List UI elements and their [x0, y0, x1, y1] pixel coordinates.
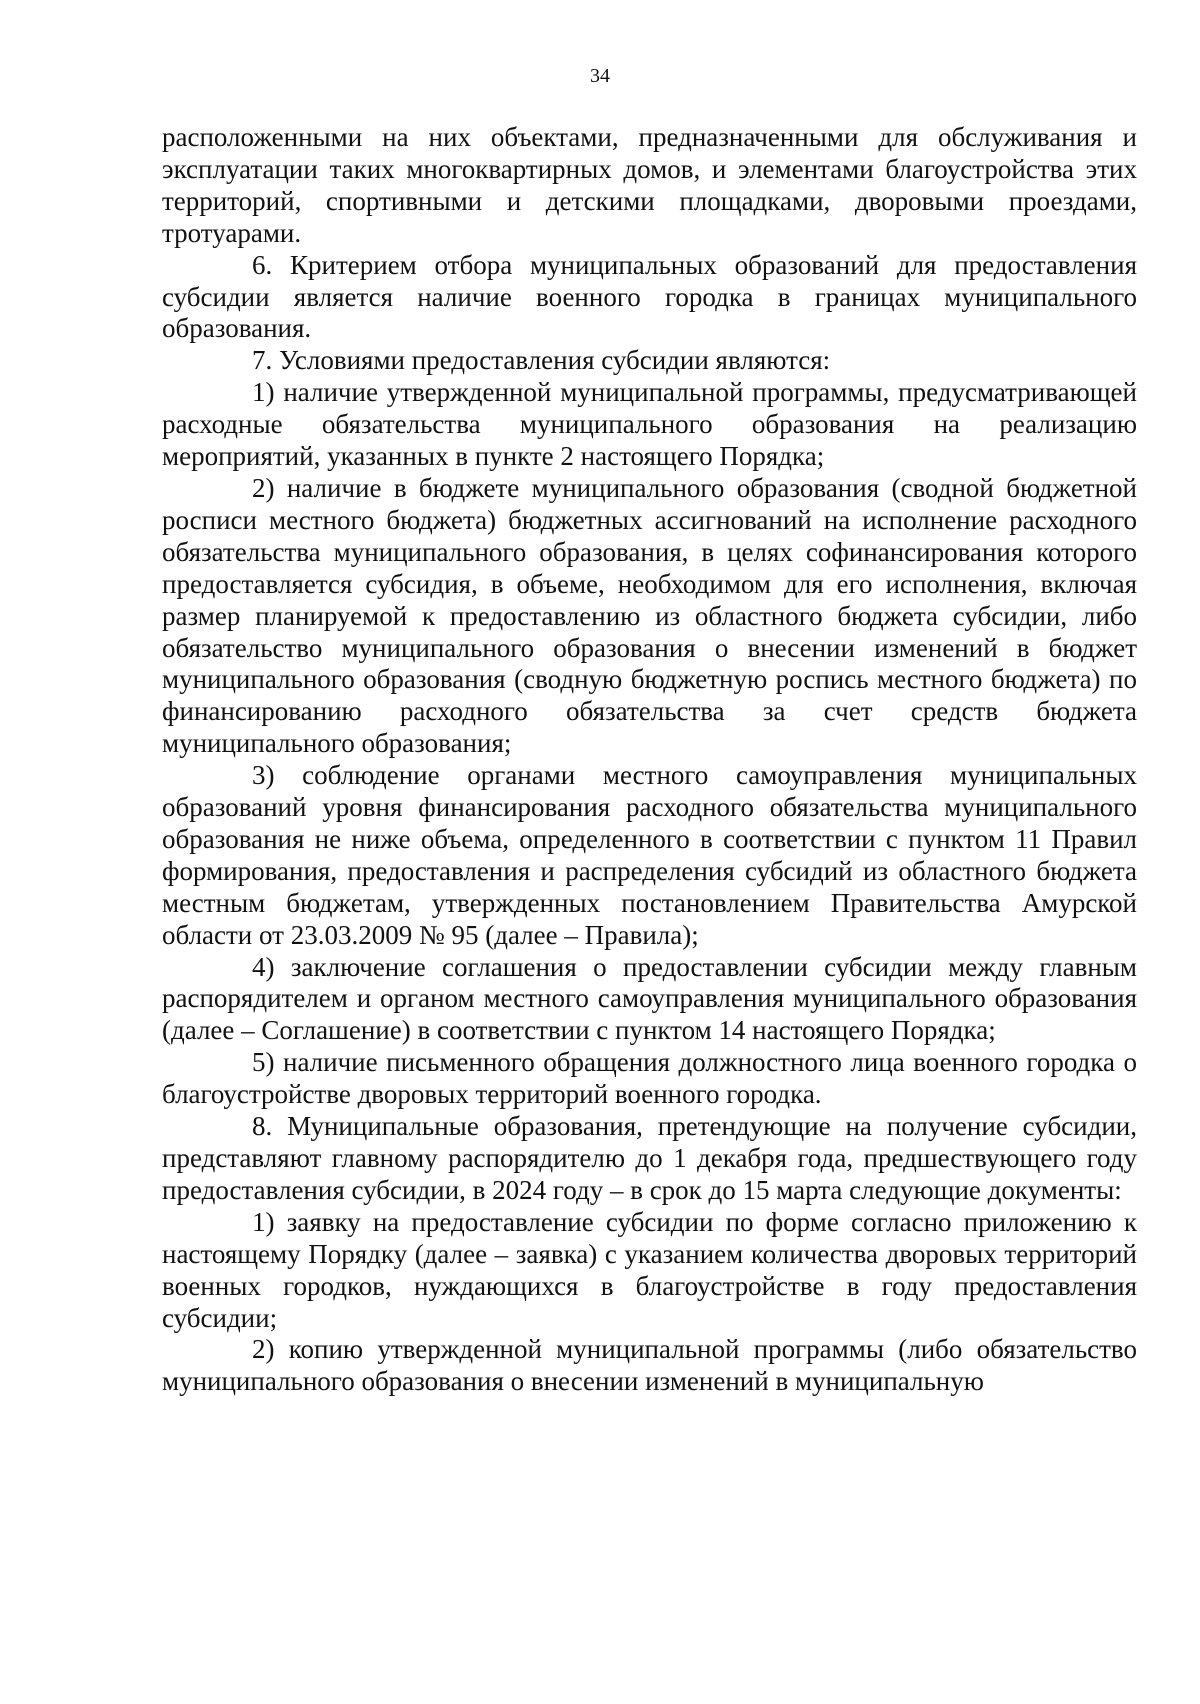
page-number: 34 — [590, 65, 610, 87]
paragraph-item-8-1: 1) заявку на предоставление субсидии по форме согласно приложению к настоящему Порядку (далее – заявка) с указанием количества дворовых территорий военных городков, нуждающихся в благоустройстве в году предоставления субсидии; — [162, 1206, 1137, 1333]
paragraph-item-7-5: 5) наличие письменного обращения должностного лица военного городка о благоустройстве дворовых территорий военного городка. — [162, 1047, 1137, 1110]
paragraph-item-6: 6. Критерием отбора муниципальных образований для предоставления субсидии является наличие военного городка в границах муниципального образования. — [162, 249, 1137, 344]
paragraph-item-7: 7. Условиями предоставления субсидии являются: — [252, 345, 831, 376]
paragraph-item-7-1: 1) наличие утвержденной муниципальной программы, предусматривающей расходные обязательства муниципального образования на реализацию мероприятий, указанных в пункте 2 настоящего Порядка; — [162, 377, 1137, 472]
paragraph-item-7-2: 2) наличие в бюджете муниципального образования (сводной бюджетной росписи местного бюджета) бюджетных ассигнований на исполнение расходного обязательства муниципального образования, в целях софинансирования которого предоставляется субсидия, в объеме, необходимом для его исполнения, включая размер планируемой к предоставлению из областного бюджета субсидии, либо обязательство муниципального образования о внесении изменений в бюджет муниципального образования (сводную бюджетную роспись местного бюджета) по финансированию расходного обязательства за счет средств бюджета муниципального образования; — [162, 472, 1137, 759]
paragraph-item-7-3: 3) соблюдение органами местного самоуправления муниципальных образований уровня финансирования расходного обязательства муниципального образования не ниже объема, определенного в соответствии с пунктом 11 Правил формирования, предоставления и распределения субсидий из областного бюджета местным бюджетам, утвержденных постановлением Правительства Амурской области от 23.03.2009 № 95 (далее – Правила); — [162, 760, 1137, 950]
paragraph-item-7-4: 4) заключение соглашения о предоставлении субсидии между главным распорядителем и органом местного самоуправления муниципального образования (далее – Соглашение) в соответствии с пунктом 14 настоящего Порядка; — [162, 951, 1137, 1046]
paragraph-item-8-2: 2) копию утвержденной муниципальной программы (либо обязательство муниципального образования о внесении изменений в муниципальную — [162, 1334, 1137, 1397]
paragraph-item-8: 8. Муниципальные образования, претендующие на получение субсидии, представляют главному распорядителю до 1 декабря года, предшествующего году предоставления субсидии, в 2024 году – в срок до 15 марта следующие документы: — [162, 1111, 1137, 1205]
document-body — [162, 122, 1137, 1398]
paragraph-continuation: расположенными на них объектами, предназначенными для обслуживания и эксплуатации таких многоквартирных домов, и элементами благоустройства этих территорий, спортивными и детскими площадками, дворовыми проездами, тротуарами. — [162, 122, 1137, 248]
